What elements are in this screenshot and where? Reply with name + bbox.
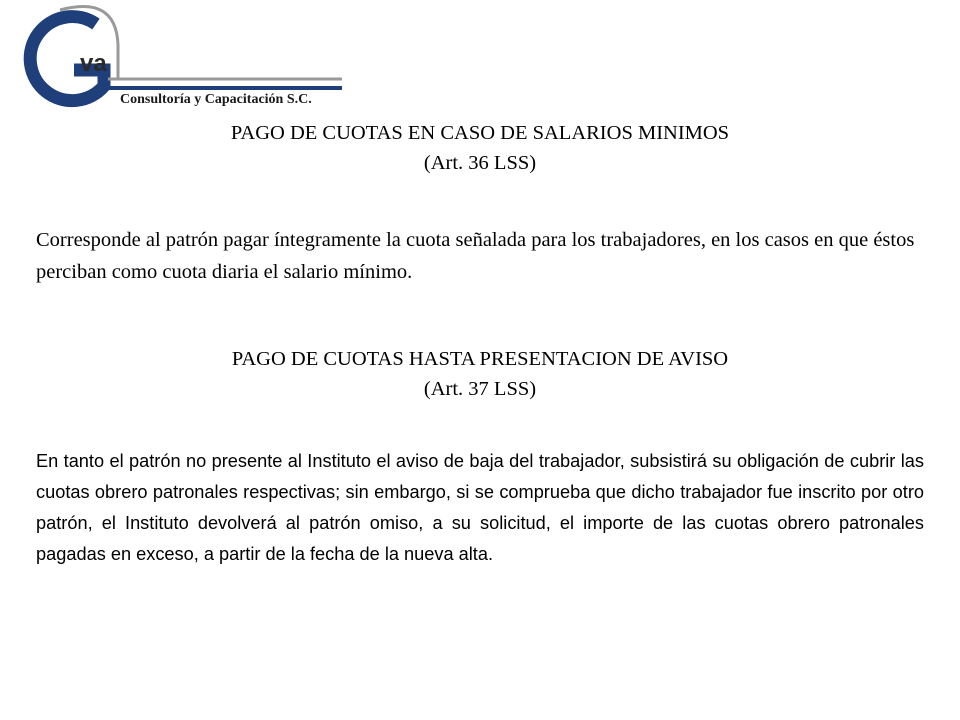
section1-body: Corresponde al patrón pagar íntegramente la cuota señalada para los trabajadores, en los casos en que éstos perciban como cuota diaria el salario mínimo. — [36, 229, 915, 283]
section1-article: (Art. 36 LSS) — [423, 152, 537, 174]
section2-heading — [0, 344, 960, 404]
company-logo — [0, 0, 360, 112]
section2-body: En tanto el patrón no presente al Instituto el aviso de baja del trabajador, subsistirá su obligación de cubrir las cuotas obrero patronales respectivas; sin embargo, si se comprueba que dicho trabajador fue inscrito por otro patrón, el Instituto devolverá al patrón omiso, a su solicitud, el importe de las cuotas obrero patronales pagadas en exceso, a partir de la fecha de la nueva alta. — [36, 451, 924, 564]
logo-caption: Consultoría y Capacitación S.C. — [120, 92, 312, 107]
section1-title: PAGO DE CUOTAS EN CASO DE SALARIOS MINIMOS — [230, 122, 730, 144]
logo-letters: va — [80, 50, 107, 77]
section2-title: PAGO DE CUOTAS HASTA PRESENTACION DE AVISO — [231, 348, 729, 370]
section2-article: (Art. 37 LSS) — [423, 378, 537, 400]
section1-heading — [0, 118, 960, 178]
